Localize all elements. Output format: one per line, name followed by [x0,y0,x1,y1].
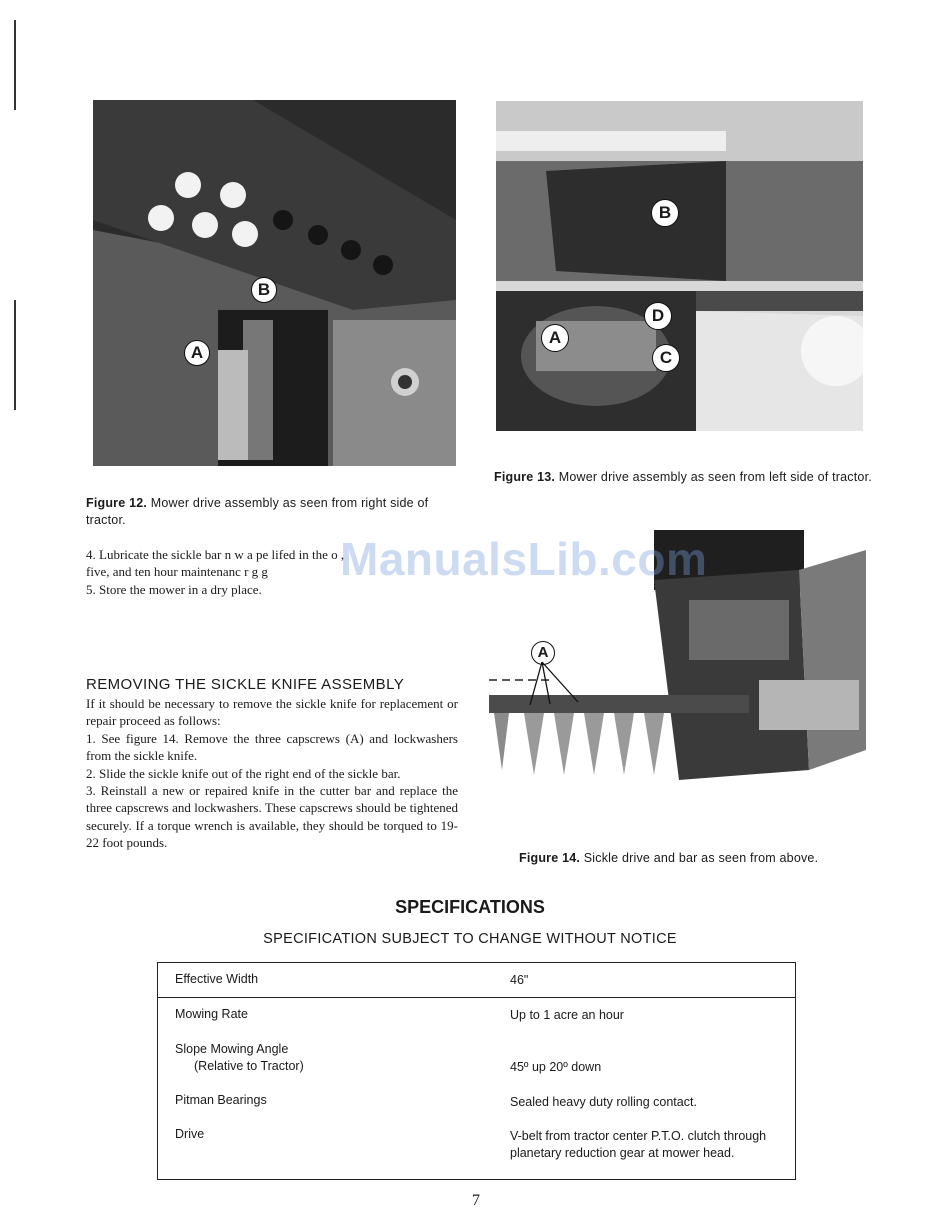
callout-a-leader-lines [520,660,600,710]
figure-14-caption [519,850,879,867]
figure-12-caption [86,495,461,529]
callout-a-fig13: A [541,324,569,352]
callout-a-fig14: A [531,641,555,665]
specifications-table [157,962,796,1180]
specifications-subtitle: SPECIFICATION SUBJECT TO CHANGE WITHOUT NOTICE [263,931,677,947]
callout-a-fig12: A [184,340,210,366]
caption-text: Mower drive assembly as seen from left side of tractor. [558,470,872,484]
spec-value: Sealed heavy duty rolling contact. [510,1095,697,1109]
figure-13-photo [496,101,863,431]
spec-label: Mowing Rate [175,1007,248,1021]
maintenance-item-4: 4. Lubricate the sickle bar n w a pe lifed in the o , [86,547,345,562]
specifications-title: SPECIFICATIONS [395,897,545,917]
spec-label: Effective Width [175,972,259,986]
removing-step-2: 2. Slide the sickle knife out of the right end of the sickle bar. [86,765,401,781]
removing-intro: If it should be necessary to remove the sickle knife for replacement or repair proceed as follows: [86,696,458,729]
maintenance-item-5: 5. Store the mower in a dry place. [86,581,262,597]
caption-text: Sickle drive and bar as seen from above. [583,851,819,865]
callout-b-fig13: B [651,199,679,227]
caption-label: Figure 13. [494,470,556,484]
spec-label: Slope Mowing Angle [175,1042,289,1056]
removing-step-1: 1. See figure 14. Remove the three capscrews (A) and lockwashers from the sickle knife. [86,730,458,764]
spec-value: Up to 1 acre an hour [510,1008,624,1022]
spec-value: V-belt from tractor center P.T.O. clutch through planetary reduction gear at mower head. [510,1129,767,1160]
maintenance-item-4-continued: five, and ten hour maintenanc r g g [86,564,268,580]
caption-text: Mower drive assembly as seen from right side of tractor. [86,496,429,527]
spec-label-continued: (Relative to Tractor) [194,1059,304,1073]
callout-d-fig13: D [644,302,672,330]
caption-label: Figure 14. [519,851,581,865]
spec-value: 46" [510,973,529,987]
callout-c-fig13: C [652,344,680,372]
caption-label: Figure 12. [86,496,148,510]
removing-instructions [86,695,458,852]
removing-step-3: 3. Reinstall a new or repaired knife in the cutter bar and replace the three capscrews and lockwashers. These capscrews should be tightened securely. If a torque wrench is available, they should be torqued to 19-22 foot pounds. [86,783,458,851]
figure-13-caption [494,469,872,486]
section-heading: REMOVING THE SICKLE KNIFE ASSEMBLY [86,676,405,693]
spec-label: Drive [175,1127,205,1141]
watermark: ManualsLib.com [340,533,708,585]
page-number: 7 [472,1192,480,1209]
spec-label: Pitman Bearings [175,1093,267,1107]
table-divider [158,997,795,998]
scan-margin-line [14,20,16,110]
callout-b-fig12: B [251,277,277,303]
spec-value: 45º up 20º down [510,1060,602,1074]
scan-margin-line [14,300,16,410]
